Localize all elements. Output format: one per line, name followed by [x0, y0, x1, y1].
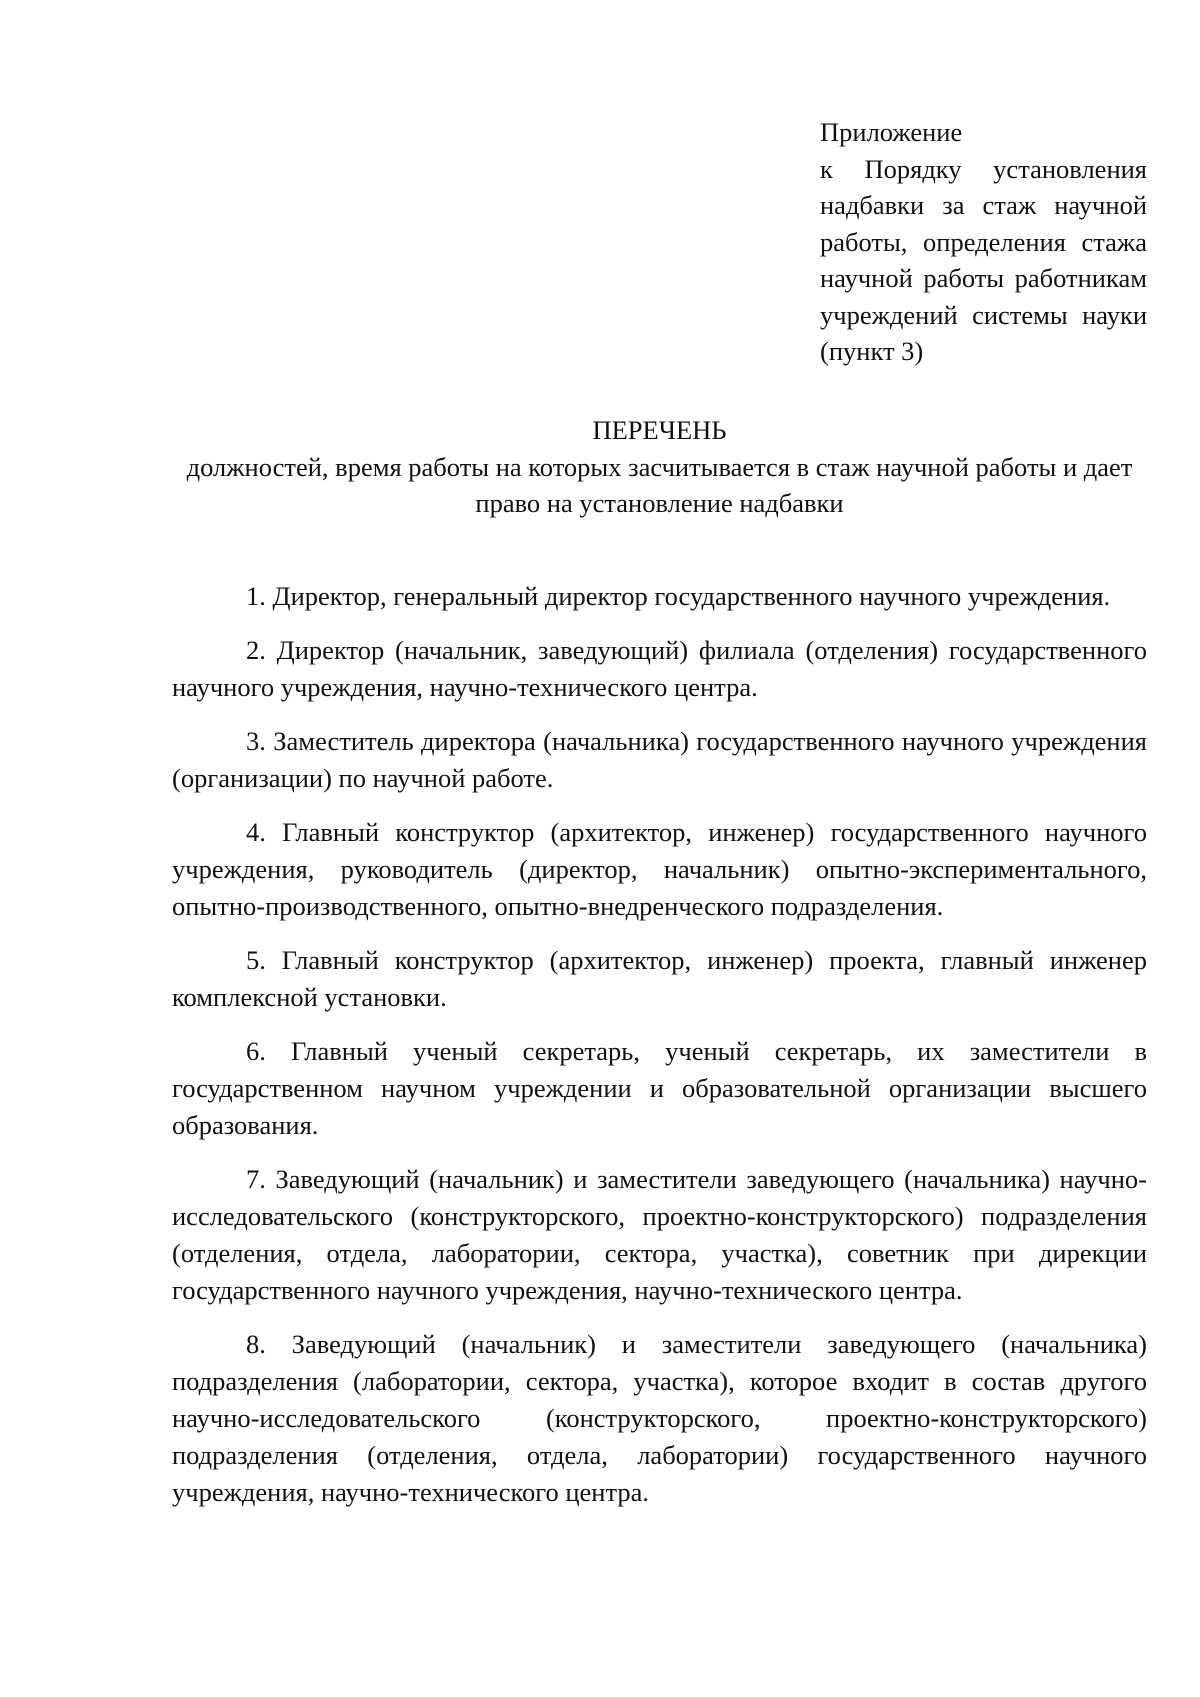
list-item: 1. Директор, генеральный директор государственного научного учреждения. [246, 581, 1111, 611]
list-item: 5. Главный конструктор (архитектор, инженер) проекта, главный инженер комплексной установки. [172, 945, 1147, 1012]
appendix-text: к Порядку установления надбавки за стаж научной работы, определения стажа научной работы работникам учреждений системы науки (пункт 3) [820, 153, 1147, 366]
document-subtitle: должностей, время работы на которых засчитывается в стаж научной работы и дает право на установление надбавки [186, 451, 1133, 518]
positions-list [172, 578, 1147, 1528]
list-item: 7. Заведующий (начальник) и заместители заведующего (начальника) научно-исследовательского (конструкторского, проектно-конструкторского) подразделения (отделения, отдела, лаборатории, сектора, участка), советник при дирекции государственного научного учреждения, научно-технического центра. [172, 1164, 1147, 1305]
list-item: 2. Директор (начальник, заведующий) филиала (отделения) государственного научного учреждения, научно-технического центра. [172, 635, 1147, 702]
appendix-block [820, 114, 1147, 370]
document-title: ПЕРЕЧЕНЬ [592, 415, 727, 445]
list-item: 3. Заместитель директора (начальника) государственного научного учреждения (организации) по научной работе. [172, 726, 1147, 793]
list-item: 4. Главный конструктор (архитектор, инженер) государственного научного учреждения, руководитель (директор, начальник) опытно-экспериментального, опытно-производственного, опытно-внедренческого подразделения. [172, 817, 1147, 921]
list-item: 6. Главный ученый секретарь, ученый секретарь, их заместители в государственном научном учреждении и образовательной организации высшего образования. [172, 1036, 1147, 1140]
document-heading [172, 412, 1147, 522]
appendix-title: Приложение [820, 117, 963, 147]
list-item: 8. Заведующий (начальник) и заместители заведующего (начальника) подразделения (лаборатории, сектора, участка), которое входит в состав другого научно-исследовательского (конструкторского, проектно-конструкторского) подразделения (отделения, отдела, лаборатории) государственного научного учреждения, научно-технического центра. [172, 1329, 1147, 1507]
